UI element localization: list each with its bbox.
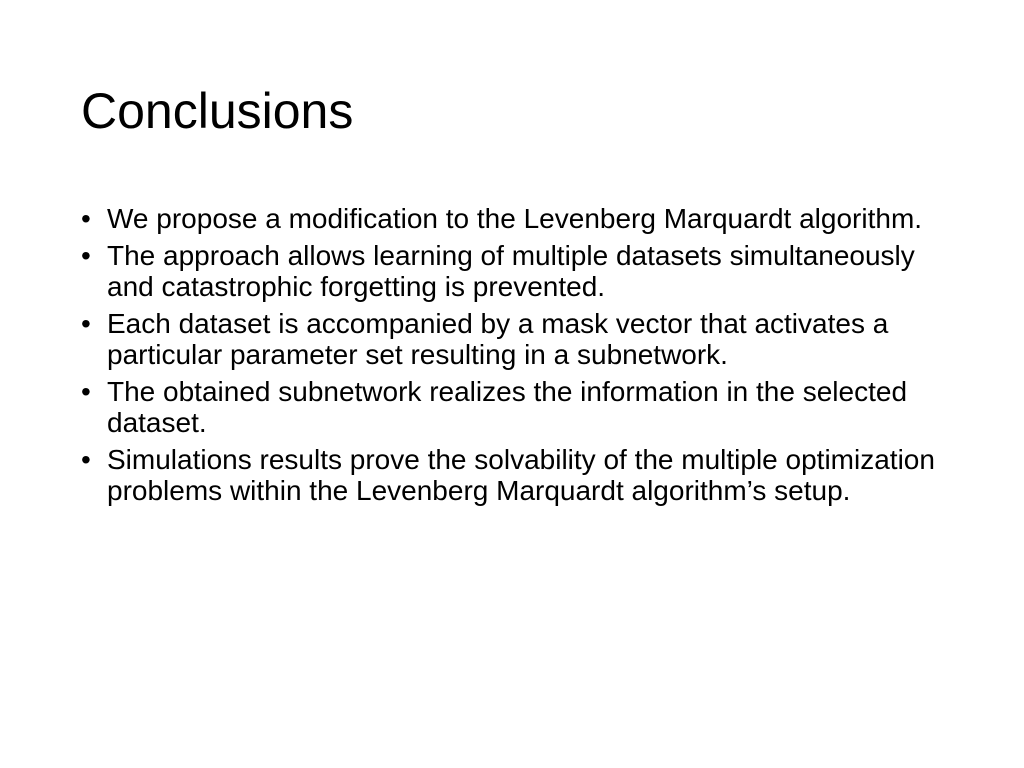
bullet-icon: • [81, 240, 91, 271]
slide-title: Conclusions [81, 83, 354, 139]
bullet-item [81, 444, 951, 506]
bullet-icon: • [81, 444, 91, 475]
bullet-item [81, 240, 951, 302]
bullet-text: Each dataset is accompanied by a mask vector that activates a particular parameter set resulting in a subnetwork. [107, 308, 889, 370]
bullet-icon: • [81, 308, 91, 339]
bullet-item [81, 203, 951, 234]
bullet-text: Simulations results prove the solvability of the multiple optimization problems within the Levenberg Marquardt algorithm’s setup. [107, 444, 935, 506]
bullet-text: We propose a modification to the Levenberg Marquardt algorithm. [107, 203, 923, 234]
bullet-icon: • [81, 376, 91, 407]
bullet-list [81, 203, 951, 512]
bullet-text: The approach allows learning of multiple datasets simultaneously and catastrophic forgetting is prevented. [107, 240, 915, 302]
bullet-item [81, 308, 951, 370]
bullet-text: The obtained subnetwork realizes the information in the selected dataset. [107, 376, 908, 438]
bullet-item [81, 376, 951, 438]
bullet-icon: • [81, 203, 91, 234]
